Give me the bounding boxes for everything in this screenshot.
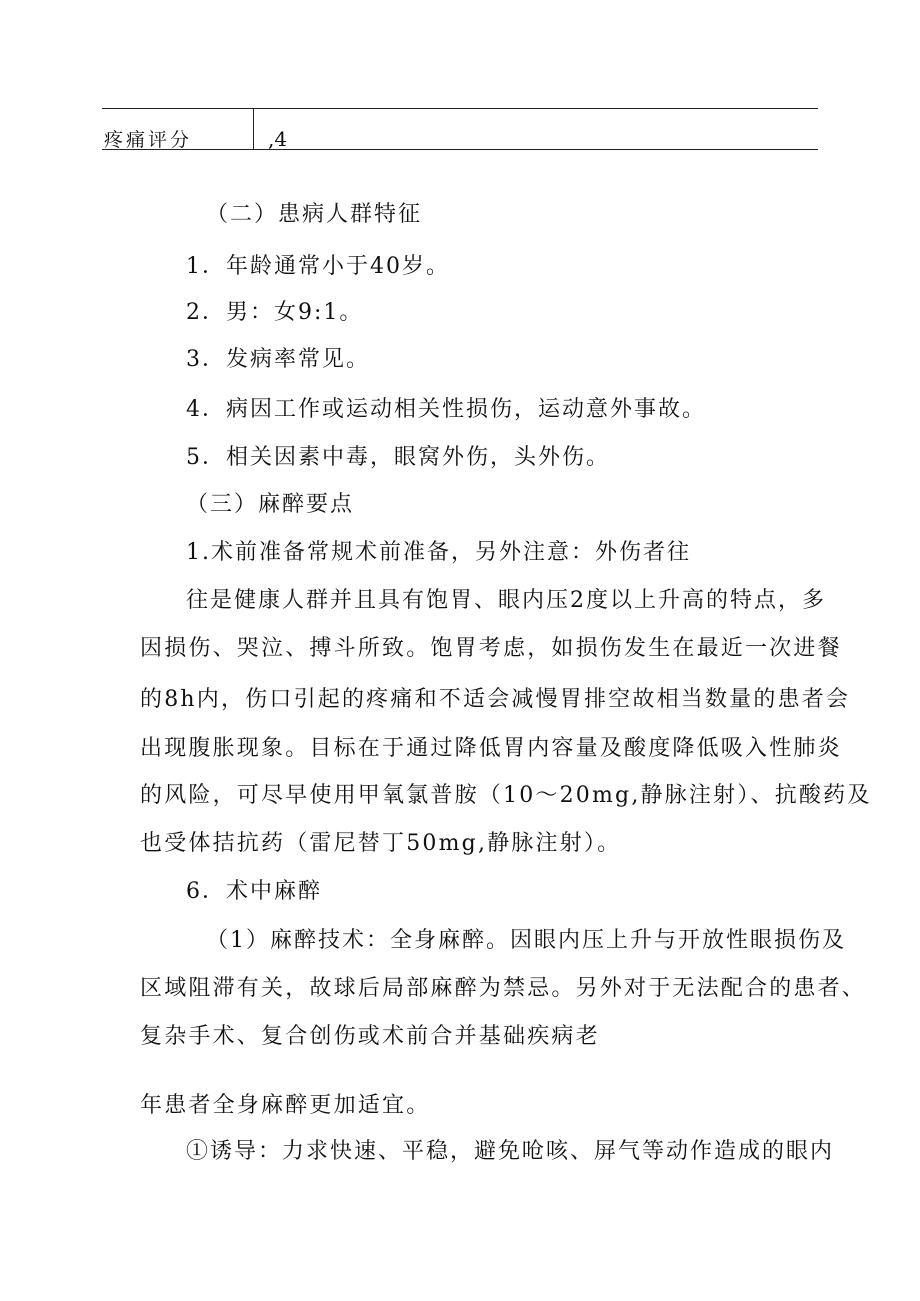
preop-line-2: 往是健康人群并且具有饱胃、眼内压2度以上升高的特点，多 [186, 588, 826, 613]
population-item-5: 5．相关因素中毒，眼窝外伤，头外伤。 [186, 445, 610, 470]
population-item-3: 3．发病率常见。 [186, 347, 370, 372]
population-heading: （二）患病人群特征 [206, 202, 423, 227]
technique-line-2: 区域阻滞有关，故球后局部麻醉为禁忌。另外对于无法配合的患者、 [140, 976, 867, 1001]
pain-score-label: 疼痛评分 [104, 129, 193, 151]
preop-line-7: 也受体拮抗药（雷尼替丁50mg,静脉注射）。 [140, 831, 622, 856]
table-column-divider [253, 109, 254, 149]
preop-line-5: 出现腹胀现象。目标在于通过降低胃内容量及酸度降低吸入性肺炎 [140, 736, 842, 761]
population-item-1: 1．年龄通常小于40岁。 [186, 254, 450, 279]
anesthesia-heading: （三）麻醉要点 [186, 492, 355, 517]
preop-line-1: 1.术前准备常规术前准备，另外注意：外伤者往 [186, 540, 691, 565]
continuation-line: 年患者全身麻醉更加适宜。 [140, 1093, 431, 1118]
preop-line-3: 因损伤、哭泣、搏斗所致。饱胃考虑，如损伤发生在最近一次进餐 [140, 636, 842, 661]
preop-line-6: 的风险，可尽早使用甲氧氯普胺（10～20mg,静脉注射）、抗酸药及 [140, 783, 872, 808]
technique-line-3: 复杂手术、复合创伤或术前合并基础疾病老 [140, 1024, 600, 1049]
technique-line-1: （1）麻醉技术：全身麻醉。因眼内压上升与开放性眼损伤及 [206, 928, 846, 953]
population-item-2: 2．男：女9:1。 [186, 300, 364, 325]
pain-score-value: ,4 [268, 127, 288, 151]
population-item-4: 4．病因工作或运动相关性损伤，运动意外事故。 [186, 397, 706, 422]
pain-score-table [102, 108, 818, 150]
intraop-heading: 6．术中麻醉 [186, 879, 322, 904]
preop-line-4: 的8h内，伤口引起的疼痛和不适会减慢胃排空故相当数量的患者会 [140, 687, 851, 712]
induction-line: ①诱导：力求快速、平稳，避免呛咳、屏气等动作造成的眼内 [186, 1139, 835, 1164]
